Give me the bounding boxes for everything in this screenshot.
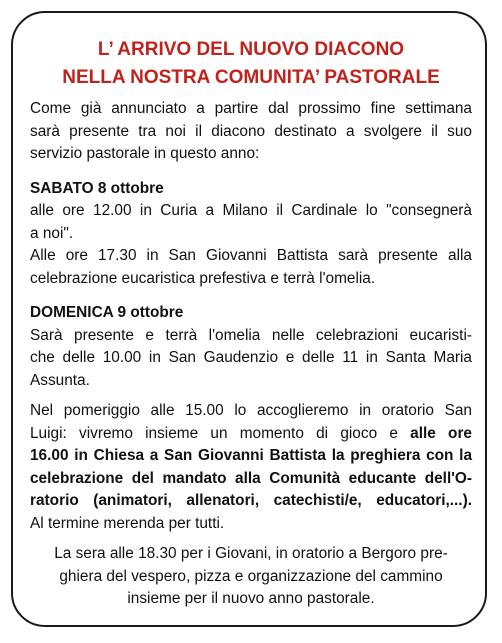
spacer (30, 535, 472, 543)
afternoon-paragraph (30, 400, 472, 535)
intro-line: sarà presente tra noi il diacono destinato a svolgere il suo (30, 122, 472, 140)
evening-paragraph (30, 543, 472, 611)
title-line-1: L’ ARRIVO DEL NUOVO DIACONO (97, 39, 405, 60)
evening-line: ghiera del vespero, pizza e organizzazione del cammino (59, 567, 443, 585)
afternoon-bold-line: celebrazione del mandato alla Comunità educante dell'O- (30, 469, 472, 487)
saturday-paragraph (30, 200, 472, 290)
saturday-heading: SABATO 8 ottobre (30, 179, 164, 197)
sunday-line: che delle 10.00 in San Gaudenzio e delle 11 in Santa Maria (30, 349, 472, 366)
saturday-line: Alle ore 17.30 in San Giovanni Battista sarà presente alla (30, 247, 472, 264)
intro-line: Come già annunciato a partire dal prossimo fine settimana (30, 100, 472, 117)
spacer (30, 166, 472, 178)
intro-line: servizio pastorale in questo anno: (30, 145, 260, 162)
announcement-title (30, 36, 472, 92)
afternoon-line (30, 423, 472, 446)
evening-line: La sera alle 18.30 per i Giovani, in oratorio a Bergoro pre- (54, 545, 448, 562)
saturday-line: a noi". (30, 224, 74, 242)
afternoon-text: Luigi: vivremo insieme un momento di gioco e (30, 424, 411, 442)
spacer (30, 290, 472, 302)
afternoon-bold-line: ratorio (animatori, allenatori, catechisti/e, educatori,...). (30, 492, 472, 509)
spacer (30, 392, 472, 400)
title-line-2: NELLA NOSTRA COMUNITA’ PASTORALE (62, 67, 440, 88)
saturday-line: celebrazione eucaristica prefestiva e terrà l'omelia. (30, 269, 376, 287)
saturday-line: alle ore 12.00 in Curia a Milano il Cardinale lo "consegnerà (30, 202, 472, 219)
sunday-line: Assunta. (30, 371, 90, 389)
afternoon-line: Nel pomeriggio alle 15.00 lo accoglieremo in oratorio San (30, 402, 472, 419)
afternoon-closing: Al termine merenda per tutti. (30, 514, 225, 532)
sunday-heading: DOMENICA 9 ottobre (30, 304, 184, 321)
sunday-paragraph (30, 325, 472, 393)
evening-line: insieme per il nuovo anno pastorale. (127, 590, 375, 607)
intro-paragraph (30, 98, 472, 166)
announcement-content (30, 36, 472, 611)
afternoon-bold-line: 16.00 in Chiesa a San Giovanni Battista la preghiera con la (30, 447, 472, 464)
sunday-line: Sarà presente e terrà l'omelia nelle celebrazioni eucaristi- (30, 326, 472, 344)
afternoon-bold-text: alle ore (410, 424, 472, 442)
